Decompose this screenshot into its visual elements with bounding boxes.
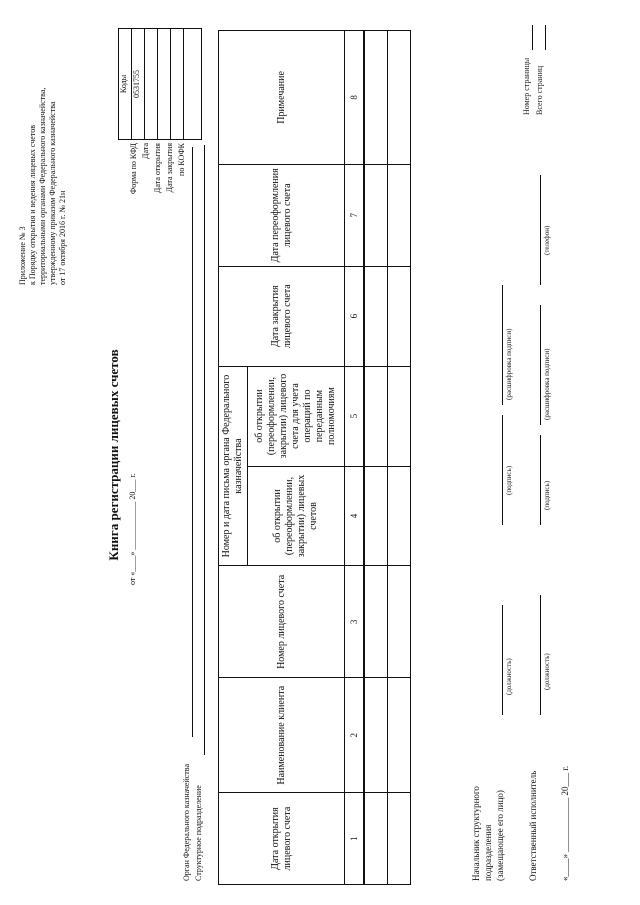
head-label-line: (замещающее его лицо): [495, 790, 505, 881]
head-signature-rule: [502, 415, 503, 525]
head-position-caption: (должность): [505, 658, 513, 695]
registry-table: [218, 30, 411, 885]
head-decoding-caption: (расшифровка подписи): [505, 328, 513, 400]
col-number: 1: [345, 793, 365, 885]
appendix-line: территориальными органами Федерального казначейства,: [38, 87, 47, 285]
treasury-label: Орган Федерального казначейства: [182, 763, 191, 881]
page-title: Книга регистрации лицевых счетов: [106, 349, 121, 561]
head-label-line: Начальник структурного: [471, 786, 481, 881]
col-header-letter-group: Номер и дата письма органа Федерального казначейства: [219, 366, 248, 566]
appendix-line: утвержденному приказом Федерального казначейства: [48, 101, 57, 285]
col-header-client: Наименование клиента: [219, 678, 345, 793]
table-row: [388, 31, 411, 885]
col-number: 4: [345, 466, 365, 566]
col-number: 2: [345, 678, 365, 793]
codes-cell-close: [171, 29, 184, 139]
col-number: 7: [345, 164, 365, 266]
head-label-line: подразделения: [483, 824, 493, 881]
executor-decoding-rule: [540, 305, 541, 425]
col-header-close-date: Дата закрытия лицевого счета: [219, 266, 345, 366]
col-number: 8: [345, 31, 365, 165]
executor-position-rule: [540, 595, 541, 715]
executor-phone-caption: (телефон): [543, 225, 551, 255]
col-header-reissue-date: Дата переоформления лицевого счета: [219, 164, 345, 266]
head-signature-label: [470, 721, 506, 881]
col-header-note: Примечание: [219, 31, 345, 165]
appendix-block: [18, 15, 68, 285]
col-number: 3: [345, 566, 365, 678]
treasury-rule: [192, 147, 193, 737]
codes-box: [118, 28, 202, 140]
division-label: Структурное подразделение: [194, 785, 203, 881]
col-header-letter-accounts: об открытии (переоформлении, закрытии) лицевых счетов: [248, 466, 345, 566]
title-date: от «____» ____________ 20___ г.: [128, 473, 137, 585]
executor-label: Ответственный исполнитель: [528, 770, 538, 881]
codes-cell-date: [145, 29, 158, 139]
form-label: Форма по КФД: [129, 143, 138, 195]
appendix-line: Приложение № 3: [18, 226, 27, 285]
codes-cell-open: [158, 29, 171, 139]
total-pages-label: Всего страниц: [535, 65, 544, 115]
executor-signature-caption: (подпись): [543, 480, 551, 510]
total-pages-rule: [545, 25, 546, 50]
page-number-label: Номер страницы: [522, 57, 531, 115]
head-position-rule: [502, 605, 503, 715]
page-number-rule: [532, 25, 533, 50]
form-label: Дата открытия: [153, 143, 162, 194]
col-header-account-number: Номер лицевого счета: [219, 566, 345, 678]
form-labels: [128, 143, 188, 237]
col-header-open-date: Дата открытия лицевого счета: [219, 793, 345, 885]
col-number: 6: [345, 266, 365, 366]
executor-signature-rule: [540, 435, 541, 525]
table-row: [364, 31, 388, 885]
form-code: 0531755: [132, 29, 145, 139]
form-label: по КОФК: [177, 143, 186, 176]
form-label: Дата: [141, 143, 150, 159]
codes-cell-kofk: [184, 29, 200, 139]
col-number: 5: [345, 366, 365, 466]
head-signature-caption: (подпись): [505, 465, 513, 495]
appendix-line: к Порядку открытия и ведения лицевых счетов: [28, 124, 37, 285]
form-label: Дата закрытия: [165, 143, 174, 193]
executor-phone-rule: [540, 175, 541, 285]
division-rule: [204, 145, 205, 755]
executor-position-caption: (должность): [543, 653, 551, 690]
executor-decoding-caption: (расшифровка подписи): [543, 348, 551, 420]
head-decoding-rule: [502, 285, 503, 405]
codes-header: Коды: [119, 29, 132, 139]
appendix-line: от 17 октября 2016 г. № 21н: [58, 190, 67, 285]
signature-date: «____» ____________ 20___ г.: [560, 765, 570, 881]
col-header-letter-delegated: об открытии (переоформлении, закрытии) лицевого счета для учета операций по переданным полномочиям: [248, 366, 345, 466]
